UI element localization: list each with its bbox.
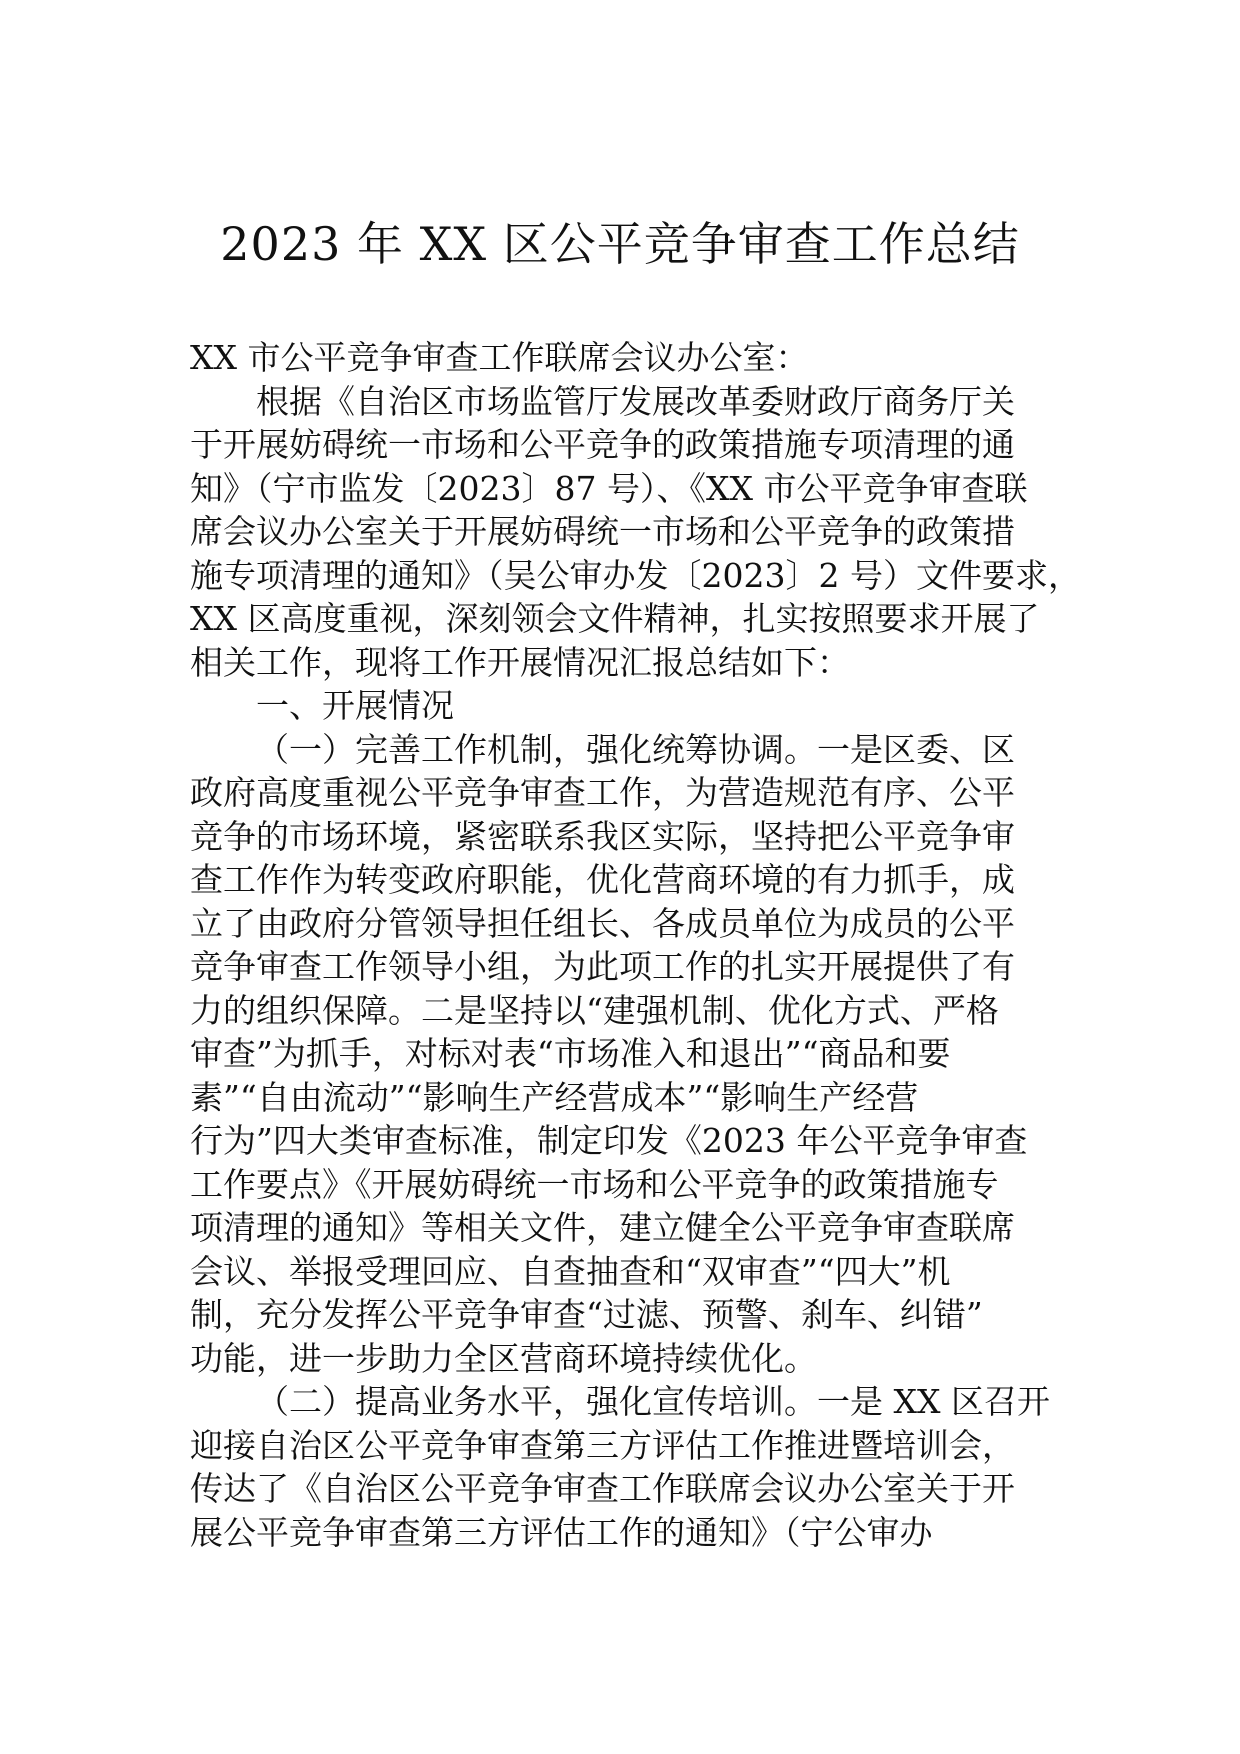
paragraph-line: 政府高度重视公平竞争审查工作，为营造规范有序、公平 [190,773,1015,812]
paragraph-line: 根据《自治区市场监管厅发展改革委财政厅商务厅关 [256,381,1015,421]
paragraph-line: 素”“自由流动”“影响生产经营成本”“影响生产经营 [190,1077,919,1117]
paragraph-line: 行为”四大类审查标准，制定印发《2023 年公平竞争审查 [190,1121,1028,1160]
paragraph-line: 立了由政府分管领导担任组长、各成员单位为成员的公平 [190,903,1015,943]
paragraph-line: 功能，进一步助力全区营商环境持续优化。 [190,1338,817,1378]
paragraph-line: （二）提高业务水平，强化宣传培训。一是 XX 区召开 [256,1382,1050,1421]
paragraph-line: 相关工作，现将工作开展情况汇报总结如下： [190,642,850,682]
paragraph-line: 审查”为抓手，对标对表“市场准入和退出”“商品和要 [190,1034,951,1073]
document-title: 2023 年 XX 区公平竞争审查工作总结 [220,217,1020,271]
paragraph-line: XX 区高度重视，深刻领会文件精神，扎实按照要求开展了 [190,599,1040,638]
section-heading: 一、开展情况 [256,686,454,725]
paragraph-line: 于开展妨碍统一市场和公平竞争的政策措施专项清理的通 [190,425,1015,464]
paragraph-line: 竞争审查工作领导小组，为此项工作的扎实开展提供了有 [190,947,1015,986]
paragraph-line: 迎接自治区公平竞争审查第三方评估工作推进暨培训会， [190,1425,1015,1465]
addressee-line: XX 市公平竞争审查工作联席会议办公室： [190,338,809,377]
paragraph-line: （一）完善工作机制，强化统筹协调。一是区委、区 [256,729,1015,769]
document-body [190,336,1081,1554]
paragraph-line: 知》（宁市监发〔2023〕87 号）、《XX 市公平竞争审查联 [190,468,1028,508]
paragraph-line: 展公平竞争审查第三方评估工作的通知》（宁公审办 [190,1512,933,1552]
paragraph-line: 工作要点》《开展妨碍统一市场和公平竞争的政策措施专 [190,1164,999,1204]
paragraph-line: 传达了《自治区公平竞争审查工作联席会议办公室关于开 [190,1469,1015,1508]
paragraph-line: 竞争的市场环境，紧密联系我区实际，坚持把公平竞争审 [190,816,1015,856]
paragraph-line: 查工作作为转变政府职能，优化营商环境的有力抓手，成 [190,860,1015,899]
paragraph-line: 力的组织保障。二是坚持以“建强机制、优化方式、严格 [190,990,999,1030]
paragraph-line: 施专项清理的通知》（吴公审办发〔2023〕2 号）文件要求， [190,555,1081,595]
paragraph-line: 席会议办公室关于开展妨碍统一市场和公平竞争的政策措 [190,512,1015,551]
paragraph-line: 制，充分发挥公平竞争审查“过滤、预警、刹车、纠错” [190,1295,983,1334]
paragraph-line: 会议、举报受理回应、自查抽查和“双审查”“四大”机 [190,1251,951,1291]
paragraph-line: 项清理的通知》等相关文件，建立健全公平竞争审查联席 [190,1208,1015,1247]
